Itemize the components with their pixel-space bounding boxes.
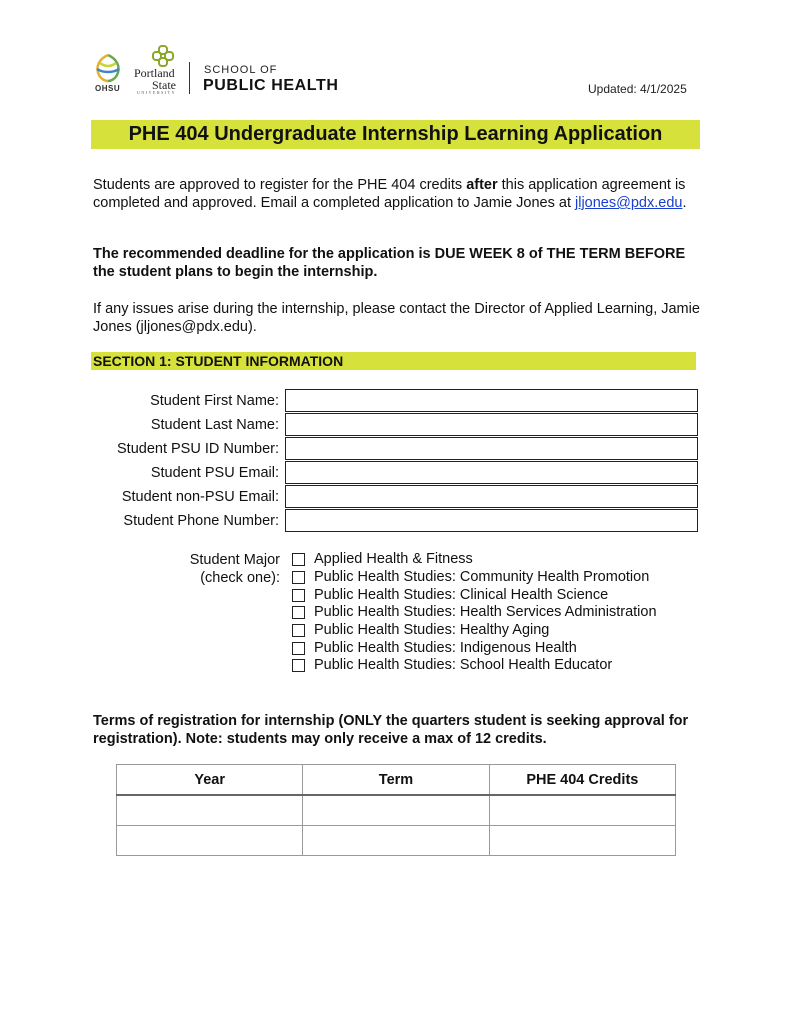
checkbox[interactable] (292, 606, 305, 619)
intro-paragraph (93, 176, 703, 212)
major-label: Student Major (189, 552, 280, 568)
non-psu-email-field[interactable] (285, 485, 698, 508)
major-option-label: Applied Health & Fitness (314, 551, 473, 568)
checkbox[interactable] (292, 642, 305, 655)
checkbox[interactable] (292, 571, 305, 584)
psu-id-label: Student PSU ID Number: (117, 441, 279, 457)
deadline-notice: The recommended deadline for the application is DUE WEEK 8 of THE TERM BEFORE the student plans to begin the internship. (93, 246, 686, 280)
year-cell[interactable] (117, 826, 303, 856)
column-header-term: Term (303, 765, 489, 796)
major-option-label: Public Health Studies: Health Services Administration (314, 604, 657, 621)
major-option[interactable] (292, 639, 657, 657)
column-header-credits: PHE 404 Credits (489, 765, 675, 796)
ohsu-logo-text: OHSU (95, 84, 121, 93)
section1-heading: SECTION 1: STUDENT INFORMATION (93, 353, 344, 369)
table-row (117, 795, 676, 826)
psu-logo-line2: State (152, 78, 176, 92)
major-option-label: Public Health Studies: Clinical Health Science (314, 586, 609, 603)
phone-label: Student Phone Number: (123, 513, 279, 529)
major-option[interactable] (292, 657, 657, 675)
last-name-label: Student Last Name: (150, 417, 279, 433)
first-name-field[interactable] (285, 389, 698, 412)
checkbox[interactable] (292, 624, 305, 637)
intro-bold-after: after (466, 177, 498, 193)
major-option[interactable] (292, 622, 657, 640)
last-name-field[interactable] (285, 413, 698, 436)
major-option-label: Public Health Studies: Community Health Promotion (314, 569, 650, 586)
major-option[interactable] (292, 586, 657, 604)
page-title: PHE 404 Undergraduate Internship Learning Application (128, 123, 663, 145)
non-psu-email-label: Student non-PSU Email: (121, 489, 279, 505)
table-row (117, 826, 676, 856)
school-of-text: SCHOOL OF (204, 64, 278, 76)
updated-date: Updated: 4/1/2025 (588, 82, 687, 96)
logo-divider (189, 62, 190, 94)
intro-text-end: . (682, 195, 687, 211)
checkbox[interactable] (292, 553, 305, 566)
major-option[interactable] (292, 604, 657, 622)
psu-id-field[interactable] (285, 437, 698, 460)
intro-text-1: Students are approved to register for the PHE 404 credits (93, 177, 467, 193)
title-bar (91, 120, 700, 149)
column-header-year: Year (117, 765, 303, 796)
credits-cell[interactable] (489, 826, 675, 856)
first-name-label: Student First Name: (150, 393, 279, 409)
major-option-label: Public Health Studies: Indigenous Health (314, 639, 577, 656)
major-option[interactable] (292, 569, 657, 587)
psu-email-field[interactable] (285, 461, 698, 484)
major-option-label: Public Health Studies: Healthy Aging (314, 622, 550, 639)
term-cell[interactable] (303, 795, 489, 826)
issues-contact-text: If any issues arise during the internship, please contact the Director of Applied Learning, Jamie Jones (jljones@pdx.edu). (93, 301, 700, 335)
major-options (292, 551, 657, 675)
email-link[interactable]: jljones@pdx.edu (575, 195, 683, 211)
terms-text: Terms of registration for internship (ONLY the quarters student is seeking approval for registration). Note: students may only receive a max of 12 credits. (93, 713, 689, 747)
psu-email-label: Student PSU Email: (150, 465, 279, 481)
psu-logo-line3: UNIVERSITY (137, 90, 176, 95)
major-label-hint: (check one): (200, 570, 280, 586)
credits-cell[interactable] (489, 795, 675, 826)
major-option[interactable] (292, 551, 657, 569)
checkbox[interactable] (292, 659, 305, 672)
public-health-text: PUBLIC HEALTH (203, 77, 339, 94)
phone-field[interactable] (285, 509, 698, 532)
term-cell[interactable] (303, 826, 489, 856)
registration-table (116, 764, 676, 856)
table-header-row (117, 765, 676, 796)
major-option-label: Public Health Studies: School Health Educator (314, 657, 613, 674)
checkbox[interactable] (292, 589, 305, 602)
psu-logo-line1: Portland (134, 66, 175, 80)
psu-logo-mark (152, 45, 174, 67)
year-cell[interactable] (117, 795, 303, 826)
intro-text-2: this application agreement is completed and approved. Email a completed application to Jamie Jones at (93, 177, 686, 211)
